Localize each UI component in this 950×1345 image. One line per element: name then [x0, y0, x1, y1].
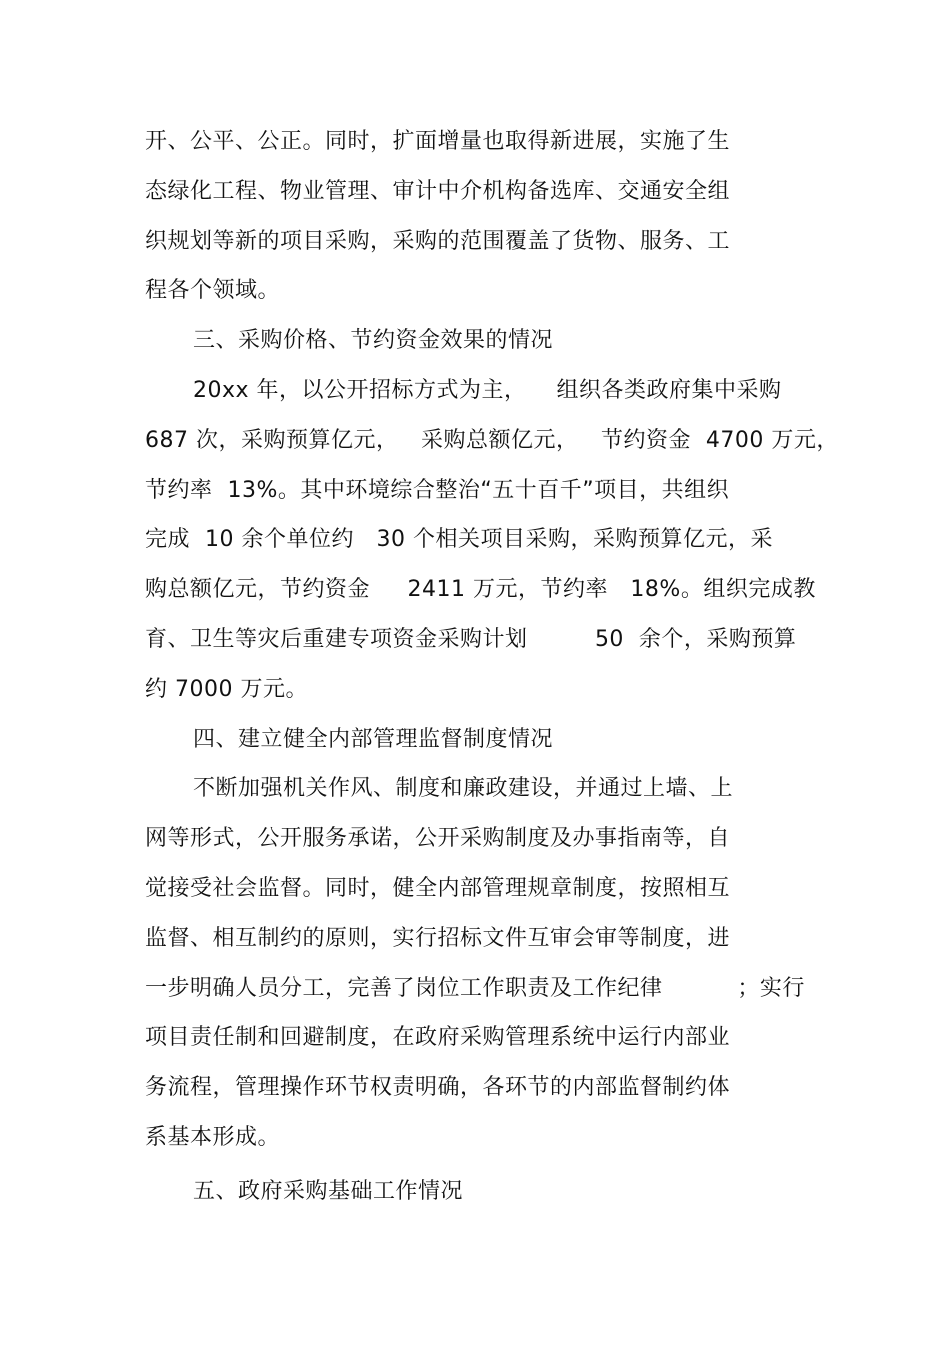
paragraph-line: 育、卫生等灾后重建专项资金采购计划 50 余个，采购预算: [145, 627, 797, 652]
section-heading: 三、采购价格、节约资金效果的情况: [193, 328, 554, 353]
paragraph-line: 687 次，采购预算亿元， 采购总额亿元， 节约资金 4700 万元，: [145, 428, 839, 453]
paragraph-line: 一步明确人员分工，完善了岗位工作职责及工作纪律 ；实行: [145, 976, 805, 1001]
paragraph-line: 网等形式，公开服务承诺，公开采购制度及办事指南等，自: [145, 826, 731, 851]
paragraph-line: 系基本形成。: [145, 1125, 281, 1150]
section-heading: 五、政府采购基础工作情况: [193, 1179, 464, 1204]
paragraph-line: 项目责任制和回避制度，在政府采购管理系统中运行内部业: [145, 1025, 731, 1050]
paragraph-line: 购总额亿元，节约资金 2411 万元，节约率 18%。组织完成教: [145, 577, 816, 602]
paragraph-line: 监督、相互制约的原则，实行招标文件互审会审等制度，进: [145, 926, 731, 951]
paragraph-line: 开、公平、公正。同时，扩面增量也取得新进展，实施了生: [145, 129, 731, 154]
paragraph-line: 觉接受社会监督。同时，健全内部管理规章制度，按照相互: [145, 876, 731, 901]
paragraph-line: 程各个领域。: [145, 278, 281, 303]
paragraph-line: 态绿化工程、物业管理、审计中介机构备选库、交通安全组: [145, 179, 731, 204]
paragraph-line: 务流程，管理操作环节权责明确，各环节的内部监督制约体: [145, 1075, 731, 1100]
paragraph-line: 不断加强机关作风、制度和廉政建设，并通过上墙、上: [193, 776, 734, 801]
paragraph-line: 完成 10 余个单位约 30 个相关项目采购，采购预算亿元，采: [145, 527, 773, 552]
paragraph-line: 节约率 13%。其中环境综合整治“五十百千”项目，共组织: [145, 478, 730, 503]
section-heading: 四、建立健全内部管理监督制度情况: [193, 727, 554, 752]
paragraph-line: 20xx 年，以公开招标方式为主， 组织各类政府集中采购: [193, 378, 782, 403]
paragraph-line: 织规划等新的项目采购，采购的范围覆盖了货物、服务、工: [145, 229, 731, 254]
paragraph-line: 约 7000 万元。: [145, 677, 308, 702]
